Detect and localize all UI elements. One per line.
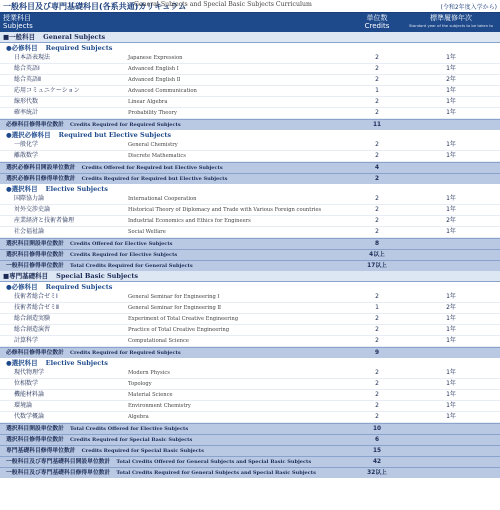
subject-name-en: General Seminar for Engineering Ⅰ [128,294,220,300]
total-label-jp: 専門基礎科目修得単位数計 [6,448,76,454]
subject-name-jp: 総合創造実験 [14,315,51,322]
total-credit-value: 4 [374,165,380,171]
table-row [0,216,500,227]
subject-name-en: Industrial Economics and Ethics for Engineers [128,218,251,224]
year-value: 1年 [446,402,456,409]
table-row [0,303,500,314]
subject-name-en: Practice of Total Creative Engineering [128,327,230,333]
subject-name-en: Discrete Mathematics [128,153,186,159]
total-label-jp: 選択科目開設単位数計 [6,426,64,432]
table-row [0,108,500,119]
table-row [0,151,500,162]
subcategory-header-row [0,43,500,53]
total-label-jp: 選択科目修得単位数計 [6,252,64,258]
subject-name-en: Advanced English Ⅰ [128,66,179,72]
table-row [0,205,500,216]
total-row [0,173,500,184]
subject-name-jp: 総合創造演習 [14,326,51,333]
table-row [0,390,500,401]
total-label-jp: 一般科目及び専門基礎科目修得単位数計 [6,470,111,476]
year-value: 1年 [446,413,456,420]
credit-value: 2 [375,65,379,72]
year-value: 1年 [446,98,456,105]
year-value: 1年 [446,326,456,333]
subject-name-jp: 産業経済と技術者倫理 [14,217,75,224]
credit-value: 2 [375,206,379,213]
subcategory-header-row [0,358,500,368]
credit-value: 2 [375,380,379,387]
table-row [0,140,500,151]
section-label-jp: ●選択必修科目 [6,131,51,139]
total-label [6,435,192,445]
subcategory-header-row [0,184,500,194]
total-row [0,162,500,173]
subject-name-jp: 計算科学 [14,337,39,344]
subject-name-en: Social Welfare [128,229,166,235]
total-label-en: Credits Required for Special Basic Subjects [69,437,193,443]
total-credit-value: 9 [374,350,380,356]
year-value: 2年 [446,304,456,311]
table-row [0,53,500,64]
section-label-en: Elective Subjects [45,185,108,193]
year-value: 1年 [446,141,456,148]
subject-name-jp: 総合英語Ⅰ [14,65,40,72]
table-row [0,336,500,347]
year-value: 1年 [446,337,456,344]
total-row [0,347,500,358]
title-bar [0,0,500,13]
subject-name-jp: 確率統計 [14,109,39,116]
total-row [0,249,500,260]
credit-header-en: Credits [364,22,390,30]
total-credit-value: 8 [374,241,380,247]
section-label-en: Required Subjects [45,283,113,291]
credit-header [357,14,397,30]
section-label-en: Required but Elective Subjects [58,131,172,139]
subject-name-en: Material Science [128,392,173,398]
subject-name-en: Algebra [128,414,149,420]
total-label-jp: 選択科目修得単位数計 [6,437,64,443]
category-header-row [0,32,500,43]
total-label-jp: 選択科目開設単位数計 [6,241,64,247]
section-label-jp: ■一般科目 [3,33,36,41]
subject-name-jp: 社会福祉論 [14,228,45,235]
credit-value: 2 [375,141,379,148]
total-row [0,423,500,434]
section-label [6,282,112,292]
year-value: 1年 [446,65,456,72]
credit-value: 2 [375,195,379,202]
subject-name-jp: 対外交渉史論 [14,206,51,213]
subject-name-jp: 一般化学 [14,141,39,148]
title-en: General Subjects and Special Basic Subjects Curriculum [134,0,312,8]
subject-name-en: Historical Theory of Diplomacy and Trade with Various Foreign countries [128,207,322,213]
subject-name-jp: 位相数学 [14,380,39,387]
total-label [6,120,181,130]
section-label-jp: ●選択科目 [6,185,38,193]
total-credit-value: 32以上 [367,470,387,476]
year-value: 1年 [446,152,456,159]
credit-header-jp: 単位数 [366,14,388,22]
table-row [0,292,500,303]
total-label [6,174,227,184]
year-value: 1年 [446,293,456,300]
credit-value: 2 [375,76,379,83]
total-credit-value: 4以上 [369,252,385,258]
year-value: 1年 [446,315,456,322]
subject-name-jp: 環境論 [14,402,33,409]
subject-name-jp: 現代物理学 [14,369,45,376]
table-row [0,227,500,238]
subject-header [3,14,33,30]
total-credit-value: 2 [374,176,380,182]
credit-value: 2 [375,228,379,235]
year-value: 1年 [446,391,456,398]
table-row [0,314,500,325]
credit-value: 2 [375,402,379,409]
credit-value: 2 [375,152,379,159]
subject-name-en: International Cooperation [128,196,197,202]
total-row [0,434,500,445]
credit-value: 2 [375,217,379,224]
category-header-row [0,271,500,282]
section-label [6,43,112,53]
total-row [0,445,500,456]
section-label-en: Special Basic Subjects [56,272,139,280]
subject-name-en: General Chemistry [128,142,178,148]
credit-value: 2 [375,293,379,300]
table-row [0,64,500,75]
table-row [0,75,500,86]
subject-header-en: Subjects [3,22,33,30]
section-label-jp: ●必修科目 [6,283,38,291]
year-value: 2年 [446,76,456,83]
credit-value: 2 [375,109,379,116]
table-row [0,325,500,336]
credit-value: 2 [375,391,379,398]
table-row [0,86,500,97]
total-label [6,468,316,478]
title-jp: 一般科目及び専門基礎科目(各系共通)カリキュラム [3,1,187,11]
subject-name-en: Computational Science [128,338,189,344]
table-row [0,194,500,205]
total-label-jp: 必修科目修得単位数計 [6,350,64,356]
total-label-en: Total Credits Offered for Elective Subjects [69,426,189,432]
section-label [6,358,108,368]
total-label-en: Credits Offered for Required but Elective Subjects [81,165,223,171]
credit-value: 2 [375,337,379,344]
total-credit-value: 42 [372,459,382,465]
total-row [0,456,500,467]
year-header-jp: 標準履修年次 [430,14,472,22]
section-label-en: Required Subjects [45,44,113,52]
total-label-en: Credits Required for Required Subjects [69,350,181,356]
subject-name-en: Topology [128,381,152,387]
total-label [6,424,188,434]
subject-name-jp: 代数学概論 [14,413,45,420]
subject-name-jp: 総合英語Ⅱ [14,76,41,83]
page-title [3,0,312,12]
subject-name-jp: 離散数学 [14,152,39,159]
subject-name-en: Advanced Communication [128,88,197,94]
subcategory-header-row [0,130,500,140]
year-value: 1年 [446,87,456,94]
credit-value: 2 [375,98,379,105]
total-label [6,446,204,456]
subject-name-jp: 機能材料論 [14,391,45,398]
subcategory-header-row [0,282,500,292]
curriculum-table-body [0,32,500,478]
table-row [0,379,500,390]
total-credit-value: 11 [372,122,382,128]
subject-name-jp: 線形代数 [14,98,39,105]
credit-value: 1 [375,87,379,94]
subject-name-jp: 技術者総合ゼミⅠ [14,293,58,300]
total-row [0,238,500,249]
total-label-en: Credits Required for Special Basic Subjects [81,448,204,454]
subject-name-en: Japanese Expression [128,55,183,61]
table-row [0,368,500,379]
total-label-en: Credits Required for Required but Elective Subjects [81,176,228,182]
total-label-en: Credits Offered for Elective Subjects [69,241,173,247]
total-label [6,457,311,467]
section-label [6,130,171,140]
year-value: 1年 [446,195,456,202]
table-row [0,401,500,412]
year-value: 1年 [446,206,456,213]
total-label-en: Credits Required for Elective Subjects [69,252,178,258]
section-label-jp: ■専門基礎科目 [3,272,49,280]
subject-name-jp: 日本語表現法 [14,54,51,61]
subject-name-jp: 応用コミュニケーション [14,87,80,94]
total-label [6,239,172,249]
section-label-en: General Subjects [43,33,106,41]
total-label-jp: 一般科目及び専門基礎科目開設単位数計 [6,459,111,465]
total-label [6,348,181,358]
year-value: 1年 [446,369,456,376]
total-credit-value: 10 [372,426,382,432]
total-label-jp: 一般科目修得単位数計 [6,263,64,269]
total-label-en: Total Credits Offered for General Subjects and Special Basic Subjects [116,459,312,465]
table-row [0,97,500,108]
subject-name-en: Linear Algebra [128,99,168,105]
total-label [6,163,223,173]
year-header-en: Standard year of the subjects to be taken to [408,23,494,28]
credit-value: 2 [375,54,379,61]
subject-name-en: Modern Physics [128,370,170,376]
year-value: 2年 [446,217,456,224]
total-label-en: Total Credits Required for General Subjects [69,263,193,269]
year-value: 1年 [446,109,456,116]
total-label-jp: 選択必修科目修得単位数計 [6,176,76,182]
total-credit-value: 6 [374,437,380,443]
total-label-en: Total Credits Required for General Subjects and Special Basic Subjects [116,470,316,476]
total-label [6,250,177,260]
section-label [6,184,108,194]
total-credit-value: 15 [372,448,382,454]
section-label-en: Elective Subjects [45,359,108,367]
year-value: 1年 [446,380,456,387]
credit-value: 1 [375,304,379,311]
section-label [3,32,105,42]
total-row [0,119,500,130]
subject-name-en: Probability Theory [128,110,177,116]
credit-value: 2 [375,326,379,333]
title-note: (令和2年度入学から) [440,3,497,11]
credit-value: 2 [375,413,379,420]
total-label [6,261,193,271]
total-credit-value: 17以上 [367,263,387,269]
total-label-jp: 選択必修科目開設単位数計 [6,165,76,171]
total-row [0,467,500,478]
section-label-jp: ●選択科目 [6,359,38,367]
credit-value: 2 [375,315,379,322]
subject-header-jp: 授業科目 [3,14,31,22]
subject-name-en: Environment Chemistry [128,403,191,409]
credit-value: 2 [375,369,379,376]
subject-name-en: General Seminar for Engineering Ⅱ [128,305,222,311]
total-row [0,260,500,271]
year-value: 1年 [446,228,456,235]
total-label-en: Credits Required for Required Subjects [69,122,181,128]
subject-name-jp: 技術者総合ゼミⅡ [14,304,59,311]
subject-name-en: Advanced English Ⅱ [128,77,181,83]
total-label-jp: 必修科目修得単位数計 [6,122,64,128]
section-label [3,271,138,281]
table-header [0,13,500,32]
table-row [0,412,500,423]
subject-name-jp: 国際協力論 [14,195,45,202]
section-label-jp: ●必修科目 [6,44,38,52]
subject-name-en: Experiment of Total Creative Engineering [128,316,239,322]
year-value: 1年 [446,54,456,61]
